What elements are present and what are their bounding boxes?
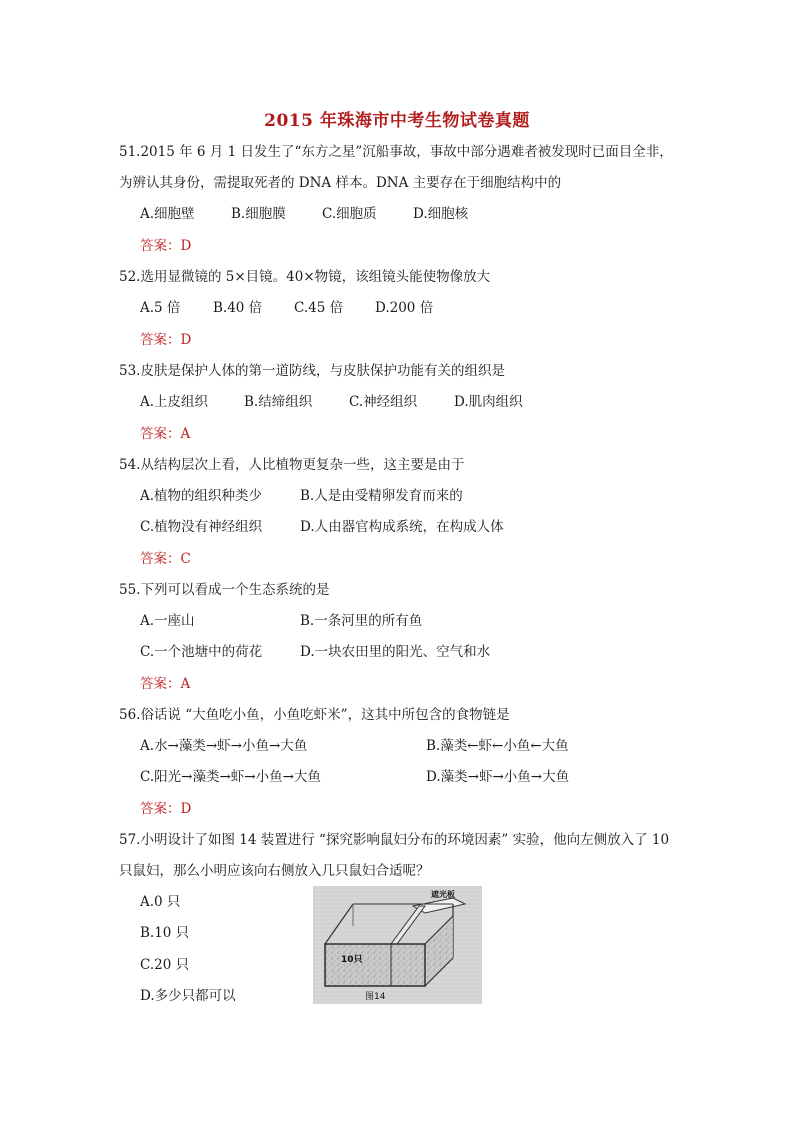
q56-option-a: A.水→藻类→虾→小鱼→大鱼: [140, 738, 308, 754]
q53-option-c: C.神经组织: [349, 394, 418, 410]
q53-answer: 答案：A: [140, 426, 191, 442]
question-51-line-1: 51.2015 年 6 月 1 日发生了“东方之星”沉船事故，事故中部分遇难者被发现时已面目全非，: [119, 144, 673, 160]
q51-option-d: D.细胞核: [413, 206, 469, 222]
q55-option-c: C.一个池塘中的荷花: [140, 644, 263, 660]
q52-option-c: C.45 倍: [294, 300, 344, 316]
q57-option-d: D.多少只都可以: [140, 988, 236, 1004]
q54-option-d: D.人由器官构成系统，在构成人体: [300, 519, 504, 535]
page-title: 2015 年珠海市中考生物试卷真题: [264, 111, 530, 131]
question-53-line-1: 53.皮肤是保护人体的第一道防线，与皮肤保护功能有关的组织是: [119, 363, 505, 379]
question-54-line-1: 54.从结构层次上看，人比植物更复杂一些，这主要是由于: [119, 457, 465, 473]
q57-option-a: A.0 只: [140, 894, 181, 910]
q52-option-a: A.5 倍: [140, 300, 181, 316]
question-56-line-1: 56.俗话说 “大鱼吃小鱼，小鱼吃虾米”，这其中所包含的食物链是: [119, 707, 510, 723]
q51-option-b: B.细胞膜: [231, 206, 286, 222]
q57-option-b: B.10 只: [140, 925, 190, 941]
question-55-line-1: 55.下列可以看成一个生态系统的是: [119, 582, 330, 598]
question-51-line-2: 为辨认其身份，需提取死者的 DNA 样本。DNA 主要存在于细胞结构中的: [119, 175, 562, 191]
q52-option-b: B.40 倍: [213, 300, 263, 316]
q53-option-b: B.结缔组织: [244, 394, 313, 410]
q52-answer: 答案：D: [140, 332, 192, 348]
q57-option-c: C.20 只: [140, 957, 190, 973]
count-label: 10只: [341, 955, 363, 965]
q53-option-a: A.上皮组织: [140, 394, 209, 410]
question-57-line-1: 57.小明设计了如图 14 装置进行 “探究影响鼠妇分布的环境因素” 实验，他向左侧放入了 10: [119, 832, 670, 848]
q56-answer: 答案：D: [140, 801, 192, 817]
q51-answer: 答案：D: [140, 238, 192, 254]
q56-option-d: D.藻类→虾→小鱼→大鱼: [426, 769, 570, 785]
q54-option-a: A.植物的组织种类少: [140, 488, 263, 504]
cover-label: 遮光板: [431, 890, 455, 899]
q56-option-c: C.阳光→藻类→虾→小鱼→大鱼: [140, 769, 321, 785]
figure-14-apparatus: [313, 886, 482, 1004]
q54-answer: 答案：C: [140, 551, 191, 567]
q52-option-d: D.200 倍: [375, 300, 434, 316]
q51-option-a: A.细胞壁: [140, 206, 195, 222]
question-57-line-2: 只鼠妇，那么小明应该向右侧放入几只鼠妇合适呢？: [119, 863, 430, 879]
question-52-line-1: 52.选用显微镜的 5×目镜。40×物镜，该组镜头能使物像放大: [119, 269, 491, 285]
figure-caption: 图14: [365, 992, 386, 1002]
q55-option-a: A.一座山: [140, 613, 195, 629]
q54-option-c: C.植物没有神经组织: [140, 519, 263, 535]
q55-answer: 答案：A: [140, 676, 191, 692]
q56-option-b: B.藻类←虾←小鱼←大鱼: [426, 738, 569, 754]
q51-option-c: C.细胞质: [322, 206, 377, 222]
q55-option-b: B.一条河里的所有鱼: [300, 613, 423, 629]
q53-option-d: D.肌肉组织: [454, 394, 523, 410]
q55-option-d: D.一块农田里的阳光、空气和水: [300, 644, 491, 660]
q54-option-b: B.人是由受精卵发育而来的: [300, 488, 463, 504]
